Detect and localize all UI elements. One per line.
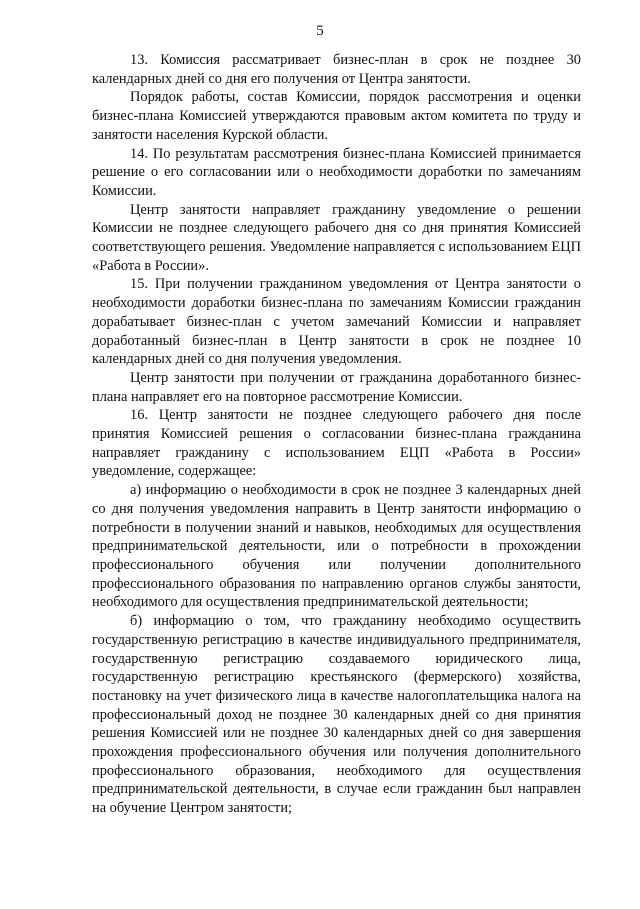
paragraph-16-b: б) информацию о том, что гражданину необходимо осуществить государственную регистрацию в качестве индивидуального предпринимателя, государственную регистрацию создаваемого юридического лица, государственную регистрацию крестьянского (фермерского) хозяйства, постановку на учет физического лица в качестве налогоплательщика налога на профессиональный доход не позднее 30 календарных дней со дня принятия решения Комиссией или не позднее 30 календарных дней со дня завершения прохождения профессионального обучения или получения дополнительного профессионального образования, необходимого для осуществления предпринимательской деятельности, в случае если гражданин был направлен на обучение Центром занятости; — [92, 613, 581, 817]
paragraph-14: 14. По результатам рассмотрения бизнес-плана Комиссией принимается решение о его согласовании или о необходимости доработки по замечаниям Комиссии. — [92, 145, 581, 199]
page-number: 5 — [316, 23, 324, 39]
paragraph-16-a: а) информацию о необходимости в срок не позднее 3 календарных дней со дня получения уведомления направить в Центр занятости информацию о потребности в получении знаний и навыков, необходимых для осуществления предпринимательской деятельности, или о потребности в прохождении профессионального обучения или получении дополнительного профессионального образования по направлению органов службы занятости, необходимого для осуществления предпринимательской деятельности; — [92, 482, 581, 611]
paragraph-notification: Центр занятости направляет гражданину уведомление о решении Комиссии не позднее следующего рабочего дня со дня принятия Комиссией соответствующего решения. Уведомление направляется с использованием ЕЦП «Работа в России». — [92, 201, 581, 274]
paragraph-commission-procedure: Порядок работы, состав Комиссии, порядок рассмотрения и оценки бизнес-плана Комиссией утверждаются правовым актом комитета по труду и занятости населения Курской области. — [92, 89, 581, 143]
document-body — [92, 51, 581, 818]
paragraph-13: 13. Комиссия рассматривает бизнес-план в срок не позднее 30 календарных дней со дня его получения от Центра занятости. — [92, 52, 581, 87]
paragraph-resubmission: Центр занятости при получении от гражданина доработанного бизнес-плана направляет его на повторное рассмотрение Комиссии. — [92, 369, 581, 405]
paragraph-15: 15. При получении гражданином уведомления от Центра занятости о необходимости доработки бизнес-плана по замечаниям Комиссии гражданин дорабатывает бизнес-план с учетом замечаний Комиссии и направляет доработанный бизнес-план в Центр занятости в срок не позднее 10 календарных дней со дня получения уведомления. — [92, 276, 581, 368]
paragraph-16: 16. Центр занятости не позднее следующего рабочего дня после принятия Комиссией решения о согласовании бизнес-плана гражданина направляет гражданину с использованием ЕЦП «Работа в России» уведомление, содержащее: — [92, 407, 581, 480]
